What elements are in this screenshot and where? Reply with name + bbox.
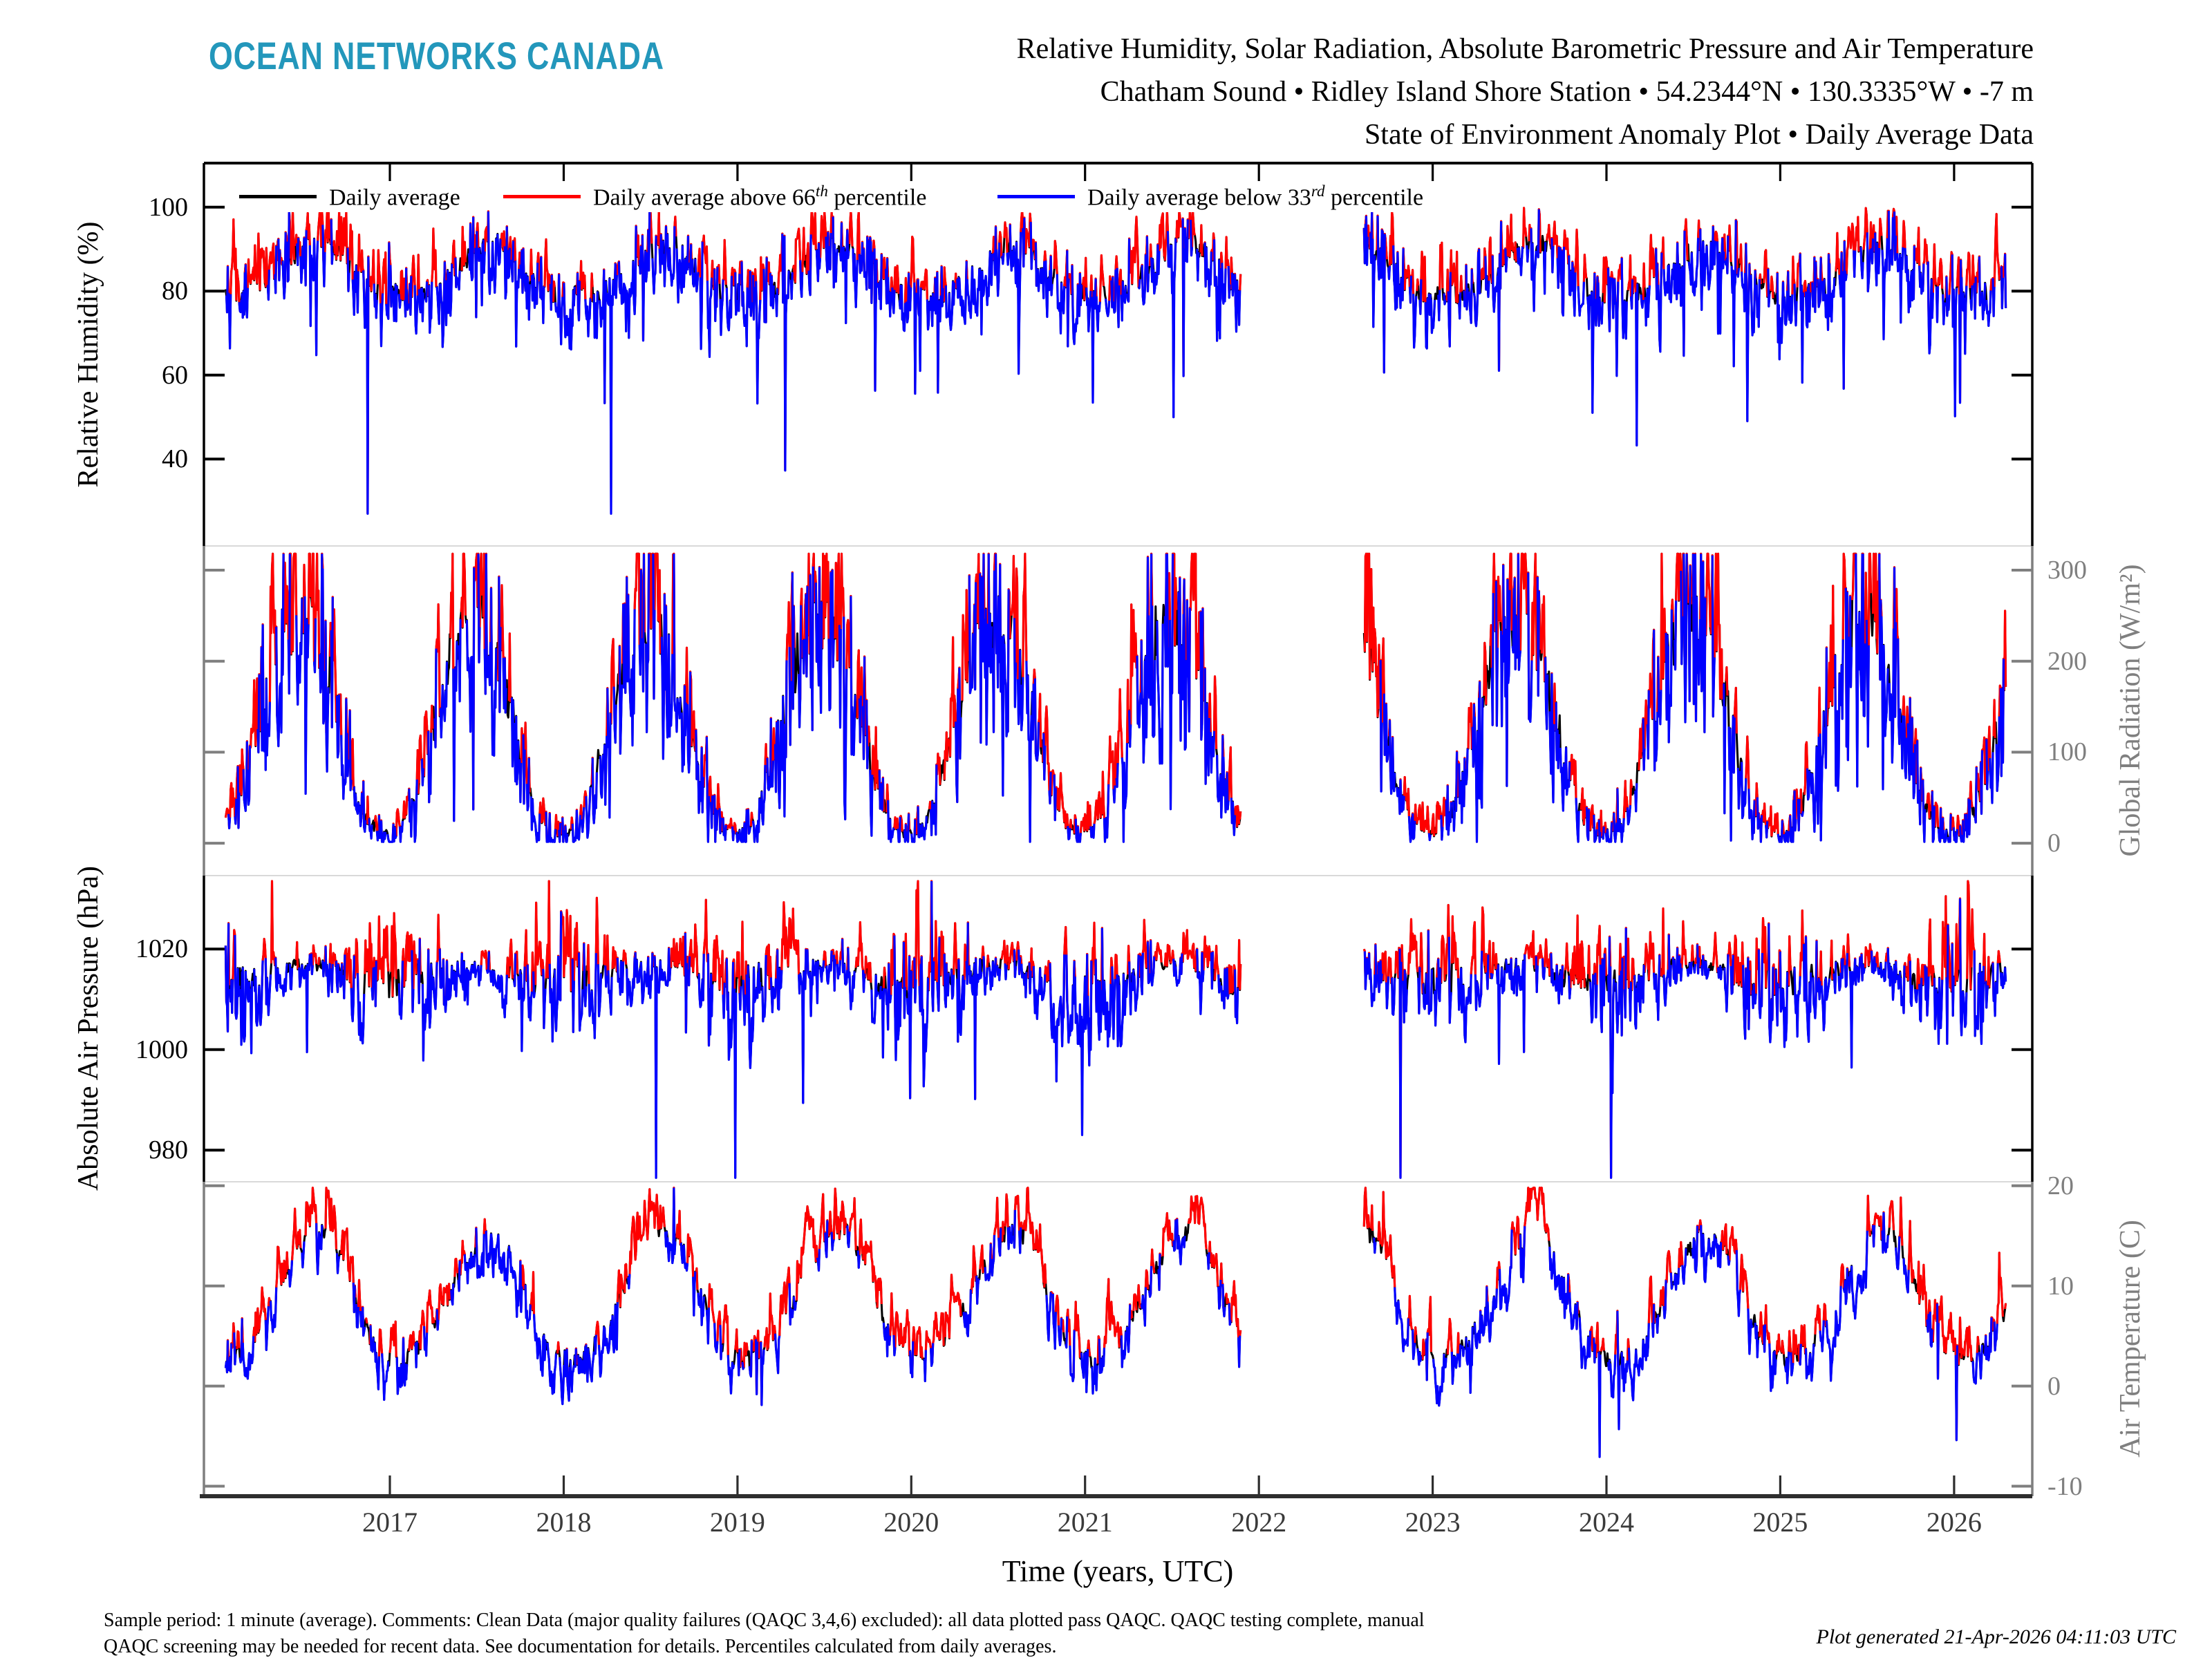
x-tick-label-year: 2020 xyxy=(883,1507,939,1538)
plot-subtitle-station: Chatham Sound • Ridley Island Shore Station • 54.2344°N • 130.3335°W • -7 m xyxy=(1100,76,2034,108)
y-tick-label-global-radiation: 0 xyxy=(2047,829,2061,858)
panel-absolute-air-pressure xyxy=(225,881,2005,1178)
x-tick-label-year: 2022 xyxy=(1231,1507,1287,1538)
y-tick-label-relative-humidity: 100 xyxy=(149,192,188,222)
legend-item-above-66th xyxy=(499,181,930,212)
legend-label-above-66th: Daily average above 66th percentile xyxy=(593,182,927,211)
y-tick-label-global-radiation: 300 xyxy=(2047,556,2087,585)
y-axis-label-relative-humidity: Relative Humidity (%) xyxy=(73,221,104,488)
series-daily-average-absolute-air-pressure xyxy=(225,881,2005,1178)
y-tick-label-air-temperature: 20 xyxy=(2047,1171,2074,1200)
legend-label-daily-average: Daily average xyxy=(329,185,460,211)
x-tick-label-year: 2017 xyxy=(362,1507,418,1538)
x-tick-label-year: 2019 xyxy=(709,1507,765,1538)
y-tick-label-relative-humidity: 40 xyxy=(162,444,188,474)
x-tick-label-year: 2024 xyxy=(1579,1507,1634,1538)
legend-line-swatch-red xyxy=(503,195,581,198)
series-below-33rd-global-radiation xyxy=(229,554,2004,842)
y-tick-label-absolute-air-pressure: 1000 xyxy=(135,1035,188,1064)
x-tick-label-year: 2018 xyxy=(536,1507,592,1538)
panel-relative-humidity xyxy=(225,207,2005,513)
plot-generated-caption: Plot generated 21-Apr-2026 04:11:03 UTC xyxy=(1816,1625,2176,1648)
legend-item-daily-average xyxy=(235,181,465,212)
footer-line-2: QAQC screening may be needed for recent data. See documentation for details. Percentiles calculated from daily averages. xyxy=(104,1636,1057,1657)
panel-air-temperature xyxy=(225,1188,2005,1457)
y-tick-label-global-radiation: 200 xyxy=(2047,646,2087,676)
y-tick-label-global-radiation: 100 xyxy=(2047,737,2087,767)
plot-subtitle-type: State of Environment Anomaly Plot • Daily Average Data xyxy=(1364,119,2034,151)
y-tick-label-relative-humidity: 80 xyxy=(162,276,188,306)
y-tick-label-air-temperature: 0 xyxy=(2047,1371,2061,1401)
legend-label-below-33rd: Daily average below 33rd percentile xyxy=(1087,182,1424,211)
series-below-33rd-relative-humidity xyxy=(227,209,2006,513)
legend-line-swatch-black xyxy=(239,195,317,198)
y-axis-label-global-radiation: Global Radiation (W/m²) xyxy=(2115,564,2146,857)
y-tick-label-relative-humidity: 60 xyxy=(162,360,188,390)
series-daily-average-air-temperature xyxy=(225,1188,2005,1457)
y-axis-label-air-pressure: Absolute Air Pressure (hPa) xyxy=(73,865,104,1191)
x-tick-label-year: 2025 xyxy=(1752,1507,1808,1538)
x-tick-label-year: 2021 xyxy=(1057,1507,1113,1538)
ocean-networks-canada-logo: OCEAN NETWORKS CANADA xyxy=(209,34,664,77)
footer-comments xyxy=(104,1607,1425,1660)
x-tick-label-year: 2026 xyxy=(1926,1507,1982,1538)
y-tick-label-absolute-air-pressure: 1020 xyxy=(135,934,188,964)
y-axis-label-air-temperature: Air Temperature (C) xyxy=(2115,1220,2146,1458)
legend-item-below-33rd xyxy=(993,181,1427,212)
x-axis-label: Time (years, UTC) xyxy=(1002,1554,1234,1588)
y-tick-label-air-temperature: 10 xyxy=(2047,1271,2074,1301)
y-tick-label-air-temperature: -10 xyxy=(2047,1471,2083,1501)
legend-line-swatch-blue xyxy=(997,195,1075,198)
plot-title: Relative Humidity, Solar Radiation, Absolute Barometric Pressure and Air Temperature xyxy=(1016,33,2034,65)
footer-line-1: Sample period: 1 minute (average). Comments: Clean Data (major quality failures (QAQC 3,4,6) excluded): all data plotted pass QAQC. QAQC testing complete, manual xyxy=(104,1610,1425,1631)
x-tick-label-year: 2023 xyxy=(1405,1507,1461,1538)
panel-global-radiation xyxy=(225,554,2005,842)
series-below-33rd-absolute-air-pressure xyxy=(225,881,2005,1178)
y-tick-label-absolute-air-pressure: 980 xyxy=(149,1135,188,1165)
